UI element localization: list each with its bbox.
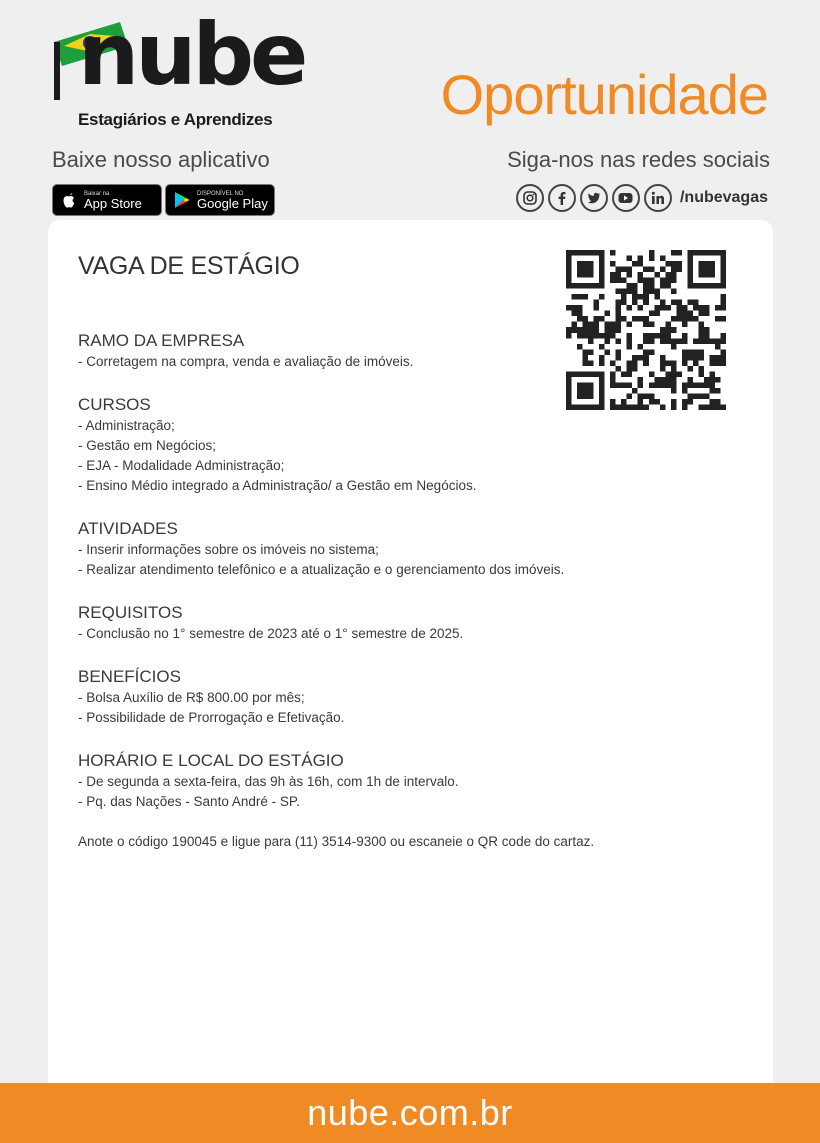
section-beneficios — [78, 666, 738, 728]
section-heading: ATIVIDADES — [78, 519, 178, 538]
footer-bar — [0, 1083, 820, 1143]
headline: Oportunidade — [440, 63, 768, 126]
app-store-badge[interactable] — [52, 184, 162, 216]
section-line: - Inserir informações sobre os imóveis no sistema; — [78, 542, 379, 557]
section-line: - Ensino Médio integrado a Administração/ a Gestão em Negócios. — [78, 478, 477, 493]
section-horario — [78, 750, 738, 812]
section-line: - De segunda a sexta-feira, das 9h às 16h, com 1h de intervalo. — [78, 774, 459, 789]
instagram-icon[interactable] — [516, 184, 544, 212]
header — [0, 0, 820, 225]
section-heading: CURSOS — [78, 395, 151, 414]
section-heading: BENEFÍCIOS — [78, 667, 181, 686]
nube-logo[interactable] — [50, 5, 310, 132]
social-links — [516, 184, 768, 212]
job-title: VAGA DE ESTÁGIO — [78, 252, 300, 280]
section-line: - Realizar atendimento telefônico e a atualização e o gerenciamento dos imóveis. — [78, 562, 565, 577]
section-line: - Possibilidade de Prorrogação e Efetivação. — [78, 710, 345, 725]
twitter-icon[interactable] — [580, 184, 608, 212]
google-play-icon — [172, 190, 192, 210]
section-line: - EJA - Modalidade Administração; — [78, 458, 285, 473]
google-play-label: Google Play — [197, 195, 268, 211]
social-label: Siga-nos nas redes sociais — [507, 147, 770, 172]
section-line: - Conclusão no 1° semestre de 2023 até o 1° semestre de 2025. — [78, 626, 464, 641]
google-play-badge[interactable] — [165, 184, 275, 216]
section-heading: REQUISITOS — [78, 603, 183, 622]
youtube-icon[interactable] — [612, 184, 640, 212]
job-card — [48, 220, 773, 1100]
apple-icon — [59, 190, 79, 210]
section-ramo — [78, 330, 738, 372]
section-requisitos — [78, 602, 738, 644]
logo-wordmark: nube — [78, 5, 305, 105]
section-heading: RAMO DA EMPRESA — [78, 331, 245, 350]
job-details — [78, 330, 738, 849]
linkedin-icon[interactable] — [644, 184, 672, 212]
website-link[interactable]: nube.com.br — [307, 1092, 513, 1133]
section-line: - Pq. das Nações - Santo André - SP. — [78, 794, 300, 809]
section-heading: HORÁRIO E LOCAL DO ESTÁGIO — [78, 751, 344, 770]
contact-note: Anote o código 190045 e ligue para (11) 3514-9300 ou escaneie o QR code do cartaz. — [78, 834, 595, 849]
app-download-label: Baixe nosso aplicativo — [52, 147, 270, 172]
logo-subtitle: Estagiários e Aprendizes — [78, 110, 273, 129]
section-line: - Administração; — [78, 418, 175, 433]
app-store-small-text: Baixar na — [84, 190, 110, 197]
section-cursos — [78, 394, 738, 496]
google-play-small-text: DISPONÍVEL NO — [197, 190, 244, 197]
app-store-label: App Store — [84, 195, 142, 211]
section-line: - Bolsa Auxílio de R$ 800.00 por mês; — [78, 690, 305, 705]
facebook-icon[interactable] — [548, 184, 576, 212]
section-atividades — [78, 518, 738, 580]
social-handle[interactable]: /nubevagas — [679, 189, 768, 206]
section-line: - Corretagem na compra, venda e avaliação de imóveis. — [78, 354, 414, 369]
section-line: - Gestão em Negócios; — [78, 438, 217, 453]
